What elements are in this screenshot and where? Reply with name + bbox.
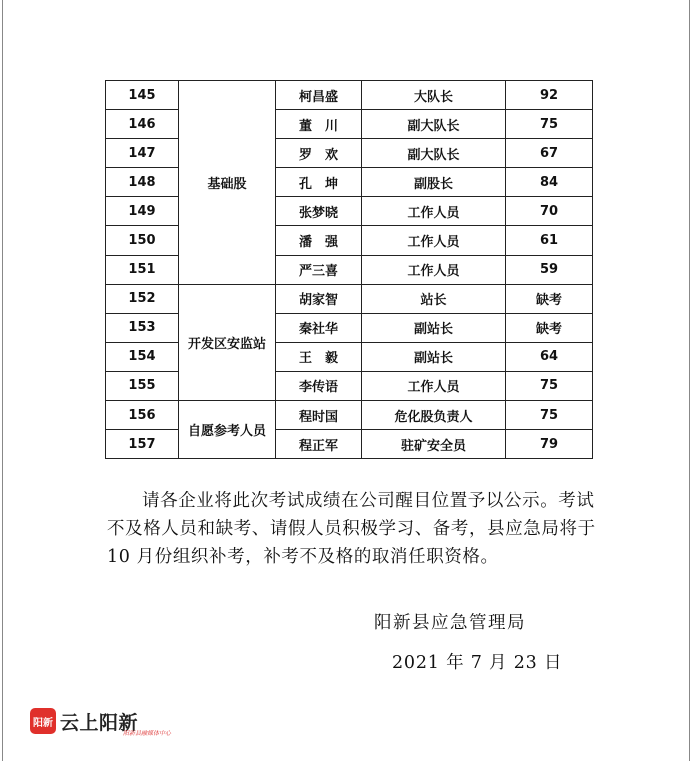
row-number: 151 [106, 255, 179, 284]
row-number: 156 [106, 401, 179, 430]
exam-score: 缺考 [506, 313, 593, 342]
position-title: 副股长 [362, 168, 506, 197]
person-name: 程正军 [276, 430, 362, 459]
exam-score: 67 [506, 139, 593, 168]
exam-score: 92 [506, 81, 593, 110]
score-table [105, 80, 593, 459]
position-title: 副大队长 [362, 110, 506, 139]
person-name: 柯昌盛 [276, 81, 362, 110]
row-number: 145 [106, 81, 179, 110]
position-title: 副站长 [362, 313, 506, 342]
person-name: 张梦晓 [276, 197, 362, 226]
position-title: 工作人员 [362, 197, 506, 226]
watermark [30, 705, 138, 737]
position-title: 副大队长 [362, 139, 506, 168]
row-number: 157 [106, 430, 179, 459]
row-number: 150 [106, 226, 179, 255]
brand-logo-icon: 阳新 [30, 708, 56, 734]
row-number: 149 [106, 197, 179, 226]
issue-date: 2021 年 7 月 23 日 [392, 653, 563, 673]
person-name: 严三喜 [276, 255, 362, 284]
person-name: 程时国 [276, 401, 362, 430]
row-number: 153 [106, 313, 179, 342]
exam-score: 79 [506, 430, 593, 459]
issuing-authority: 阳新县应急管理局 [374, 613, 526, 633]
row-number: 146 [106, 110, 179, 139]
exam-score: 64 [506, 342, 593, 371]
position-title: 工作人员 [362, 255, 506, 284]
notice-paragraph: 请各企业将此次考试成绩在公司醒目位置予以公示。考试不及格人员和缺考、请假人员积极学习、备考，县应急局将于 10 月份组织补考，补考不及格的取消任职资格。 [107, 491, 596, 567]
row-number: 148 [106, 168, 179, 197]
person-name: 潘 强 [276, 226, 362, 255]
position-title: 站长 [362, 284, 506, 313]
exam-score: 75 [506, 371, 593, 400]
table-row [106, 284, 593, 313]
table-row [106, 81, 593, 110]
row-number: 154 [106, 342, 179, 371]
position-title: 工作人员 [362, 226, 506, 255]
position-title: 大队长 [362, 81, 506, 110]
brand-subtitle: 阳新县融媒体中心 [123, 730, 172, 737]
table-row [106, 401, 593, 430]
department-cell: 基础股 [179, 81, 276, 285]
exam-score: 缺考 [506, 284, 593, 313]
row-number: 147 [106, 139, 179, 168]
position-title: 驻矿安全员 [362, 430, 506, 459]
person-name: 罗 欢 [276, 139, 362, 168]
exam-score: 59 [506, 255, 593, 284]
person-name: 李传语 [276, 371, 362, 400]
position-title: 危化股负责人 [362, 401, 506, 430]
exam-score: 75 [506, 110, 593, 139]
position-title: 工作人员 [362, 371, 506, 400]
position-title: 副站长 [362, 342, 506, 371]
person-name: 秦社华 [276, 313, 362, 342]
row-number: 152 [106, 284, 179, 313]
brand-name: 云上阳新 [60, 711, 139, 734]
exam-score: 84 [506, 168, 593, 197]
person-name: 王 毅 [276, 342, 362, 371]
row-number: 155 [106, 371, 179, 400]
person-name: 胡家智 [276, 284, 362, 313]
exam-score: 75 [506, 401, 593, 430]
person-name: 董 川 [276, 110, 362, 139]
person-name: 孔 坤 [276, 168, 362, 197]
exam-score: 70 [506, 197, 593, 226]
exam-score: 61 [506, 226, 593, 255]
department-cell: 自愿参考人员 [179, 401, 276, 459]
department-cell: 开发区安监站 [179, 284, 276, 400]
